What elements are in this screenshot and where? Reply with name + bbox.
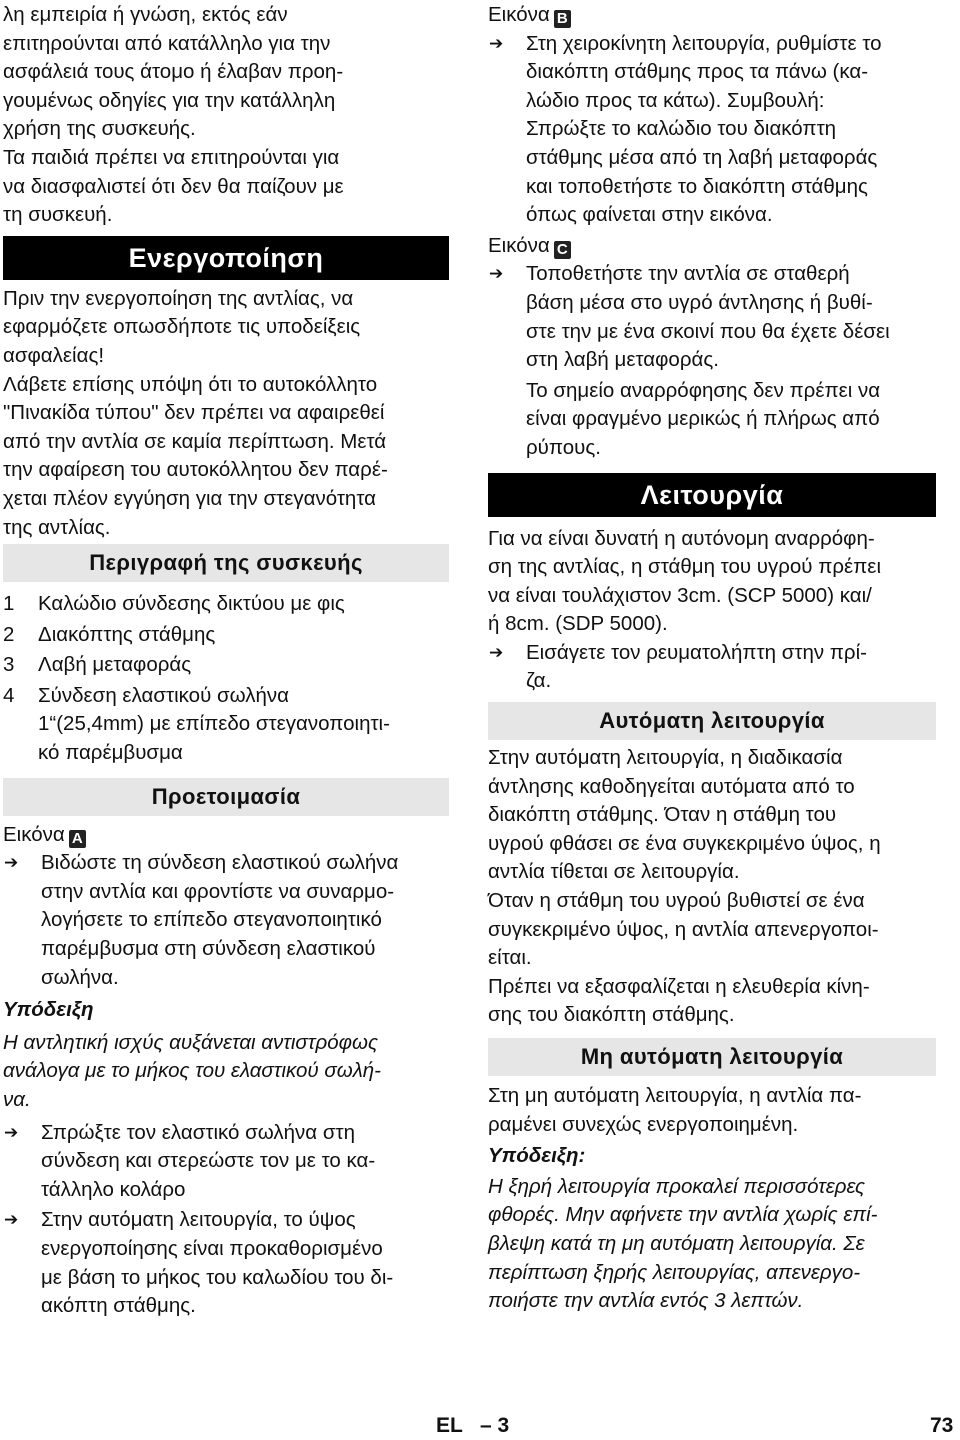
- text-line: Η αντλητική ισχύς αυξάνεται αντιστρόφως: [3, 1030, 378, 1054]
- note-title: Υπόδειξη: [3, 998, 94, 1022]
- heading-activation: Ενεργοποίηση: [3, 236, 449, 280]
- list-item: [3, 651, 449, 680]
- text-line: να διασφαλιστεί ότι δεν θα παίζουν με: [3, 174, 344, 198]
- text-line: "Πινακίδα τύπου" δεν πρέπει να αφαιρεθεί: [3, 401, 385, 425]
- activation-paragraph: [3, 285, 449, 542]
- text-line: υγρού φθάσει σε ένα συγκεκριμένο ύψος, η: [488, 831, 881, 855]
- text-line: στάθμης μέσα από τη λαβή μεταφοράς: [526, 145, 878, 169]
- automatic-paragraph: [488, 744, 936, 1030]
- text-line: ανάλογα με το μήκος του ελαστικού σωλή-: [3, 1059, 382, 1083]
- text-line: ακόπτη στάθμης.: [41, 1294, 196, 1318]
- text-line: την αφαίρεση του αυτοκόλλητου δεν παρέ-: [3, 458, 388, 482]
- footer-section-number: – 3: [480, 1414, 510, 1437]
- list-item: [3, 682, 449, 768]
- text-line: συγκεκριμένο ύψος, η αντλία απενεργοποι-: [488, 917, 879, 941]
- text-line: ➔ Βιδώστε τη σύνδεση ελαστικού σωλήνα: [41, 851, 399, 875]
- figure-label: Εικόνα: [488, 233, 550, 257]
- text-line: χρήση της συσκευής.: [3, 117, 196, 141]
- text-line: τάλληλο κολάρο: [41, 1177, 186, 1201]
- text-line: στε την με ένα σκοινί που θα έχετε δέσει: [526, 319, 890, 343]
- figure-letter-icon: B: [554, 10, 571, 28]
- text-line: ή 8cm. (SDP 5000).: [488, 612, 668, 636]
- instruction-bullet: [488, 260, 936, 374]
- text-line: να.: [3, 1088, 31, 1111]
- text-line: με βάση το μήκος του καλωδίου του δι-: [41, 1265, 394, 1289]
- text-line: να είναι τουλάχιστον 3cm. (SCP 5000) και/: [488, 583, 872, 607]
- text-line: ποιήστε την αντλία εντός 3 λεπτών.: [488, 1289, 804, 1313]
- text-line: βάση μέσα στο υγρό άντλησης ή βυθί-: [526, 290, 873, 314]
- text-line: διακόπτη στάθμης προς τα πάνω (κα-: [526, 60, 869, 84]
- instruction-bullet: [488, 30, 936, 230]
- text-line: βλεψη κατά τη μη αυτόματη λειτουργία. Σε: [488, 1231, 865, 1255]
- text-line: ➔ Στην αυτόματη λειτουργία, το ύψος: [41, 1208, 356, 1232]
- text-line: ρύπους.: [526, 435, 601, 459]
- text-line: γουμένως οδηγίες για την κατάλληλη: [3, 88, 336, 112]
- footer-page-number: 73: [930, 1414, 954, 1437]
- text-line: επιτηρούνται από κατάλληλο για την: [3, 31, 331, 55]
- text-line: φθορές. Μην αφήνετε την αντλία χωρίς επί-: [488, 1203, 878, 1227]
- text-line: ➔ Στη χειροκίνητη λειτουργία, ρυθμίστε το: [526, 31, 882, 55]
- text-line: όπως φαίνεται στην εικόνα.: [526, 203, 773, 227]
- heading-manual-operation: Μη αυτόματη λειτουργία: [488, 1038, 936, 1076]
- figure-letter-icon: A: [69, 830, 86, 848]
- text-line: παρέμβυσμα στη σύνδεση ελαστικού: [41, 937, 376, 961]
- heading-operation: Λειτουργία: [488, 473, 936, 517]
- operation-paragraph: [488, 525, 936, 639]
- instruction-bullet: [488, 639, 936, 696]
- item-text: Καλώδιο σύνδεσης δικτύου με φις: [38, 592, 345, 616]
- text-line: λώδιο προς τα κάτω). Συμβουλή:: [526, 88, 825, 112]
- text-line: είναι φραγμένο μερικώς ή πλήρως από: [526, 407, 880, 431]
- text-line: ζα.: [526, 669, 552, 693]
- figure-reference-b: [488, 1, 936, 30]
- instruction-bullet: [3, 849, 449, 992]
- text-line: Το σημείο αναρρόφησης δεν πρέπει να: [526, 378, 881, 402]
- text-line: σωλήνα.: [41, 965, 119, 989]
- text-line: σύνδεση και στερεώστε τον με το κα-: [41, 1149, 376, 1173]
- figure-reference-c: [488, 232, 936, 261]
- text-line: ασφαλείας!: [3, 343, 105, 367]
- item-number: 3: [3, 653, 15, 677]
- intro-paragraph: [3, 1, 449, 230]
- list-item: [3, 621, 449, 650]
- text-line: ➔ Εισάγετε τον ρευματολήπτη στην πρί-: [526, 640, 867, 664]
- item-text: κό παρέμβυσμα: [38, 741, 183, 765]
- text-line: είται.: [488, 946, 532, 970]
- item-text: Λαβή μεταφοράς: [38, 653, 192, 677]
- text-line: Πρέπει να εξασφαλίζεται η ελευθερία κίνη-: [488, 974, 870, 998]
- text-line: από την αντλία σε καμία περίπτωση. Μετά: [3, 429, 387, 453]
- item-text: Σύνδεση ελαστικού σωλήνα: [38, 683, 289, 707]
- text-line: Πριν την ενεργοποίηση της αντλίας, να: [3, 286, 354, 310]
- text-line: σης του διακόπτη στάθμης.: [488, 1003, 735, 1027]
- heading-automatic-operation: Αυτόματη λειτουργία: [488, 702, 936, 740]
- text-line: ➔ Τοποθετήστε την αντλία σε σταθερή: [526, 262, 850, 286]
- note-text: [3, 1029, 449, 1115]
- note-text: [488, 1173, 936, 1316]
- text-line: στην αντλία και φροντίστε να συναρμο-: [41, 879, 395, 903]
- text-line: Σπρώξτε το καλώδιο του διακόπτη: [526, 117, 837, 141]
- item-number: 2: [3, 622, 15, 646]
- text-line: λογήσετε το επίπεδο στεγανοποιητικό: [41, 908, 382, 932]
- text-line: διακόπτη στάθμης. Όταν η στάθμη του: [488, 803, 837, 827]
- item-text: Διακόπτης στάθμης: [38, 622, 216, 646]
- figure-label: Εικόνα: [3, 822, 65, 846]
- figure-reference-a: [3, 821, 449, 850]
- text-line: λη εμπειρία ή γνώση, εκτός εάν: [3, 3, 288, 26]
- text-line: ασφάλειά τους άτομο ή έλαβαν προη-: [3, 60, 344, 84]
- text-line: Λάβετε επίσης υπόψη ότι το αυτοκόλλητο: [3, 372, 378, 396]
- manual-paragraph: [488, 1082, 936, 1139]
- text-line: Στη μη αυτόματη λειτουργία, η αντλία πα-: [488, 1084, 862, 1107]
- footer-language: EL: [436, 1414, 463, 1437]
- item-number: 4: [3, 683, 15, 707]
- instruction-bullet: [3, 1206, 449, 1320]
- text-line: της αντλίας.: [3, 515, 111, 539]
- right-column: [488, 0, 936, 1316]
- figure-letter-icon: C: [554, 241, 571, 259]
- list-item: [3, 590, 449, 619]
- text-line: Για να είναι δυνατή η αυτόνομη αναρρόφη-: [488, 526, 875, 550]
- instruction-bullet: [3, 1119, 449, 1205]
- parts-list: [3, 590, 449, 768]
- text-line: Όταν η στάθμη του υγρού βυθιστεί σε ένα: [488, 889, 865, 913]
- text-line: Η ξηρή λειτουργία προκαλεί περισσότερες: [488, 1174, 865, 1198]
- heading-device-description: Περιγραφή της συσκευής: [3, 544, 449, 582]
- item-text: 1“(25,4mm) με επίπεδο στεγανοποιητι-: [38, 712, 390, 736]
- text-line: και τοποθετήστε το διακόπτη στάθμης: [526, 174, 868, 198]
- heading-preparation: Προετοιμασία: [3, 778, 449, 816]
- text-line: ση της αντλίας, η στάθμη του υγρού πρέπει: [488, 555, 881, 579]
- text-line: περίπτωση ξηρής λειτουργίας, απενεργο-: [488, 1260, 861, 1284]
- text-line: εφαρμόζετε οπωσδήποτε τις υποδείξεις: [3, 315, 361, 339]
- text-line: Τα παιδιά πρέπει να επιτηρούνται για: [3, 145, 340, 169]
- text-line: ενεργοποίησης είναι προκαθορισμένο: [41, 1236, 383, 1260]
- text-line: αντλία τίθεται σε λειτουργία.: [488, 860, 740, 884]
- left-column: [3, 0, 449, 1321]
- text-line: ➔ Σπρώξτε τον ελαστικό σωλήνα στη: [41, 1120, 355, 1144]
- note-title: Υπόδειξη:: [488, 1144, 586, 1168]
- text-line: χεται πλέον εγγύηση για την στεγανότητα: [3, 486, 376, 510]
- text-line: Στην αυτόματη λειτουργία, η διαδικασία: [488, 746, 843, 770]
- text-line: στη λαβή μεταφοράς.: [526, 348, 719, 372]
- text-line: ραμένει συνεχώς ενεργοποιημένη.: [488, 1112, 799, 1136]
- item-number: 1: [3, 592, 15, 616]
- text-line: τη συσκευή.: [3, 203, 113, 227]
- text-line: άντλησης καθοδηγείται αυτόματα από το: [488, 774, 855, 798]
- suction-note: [488, 377, 936, 463]
- figure-label: Εικόνα: [488, 3, 550, 26]
